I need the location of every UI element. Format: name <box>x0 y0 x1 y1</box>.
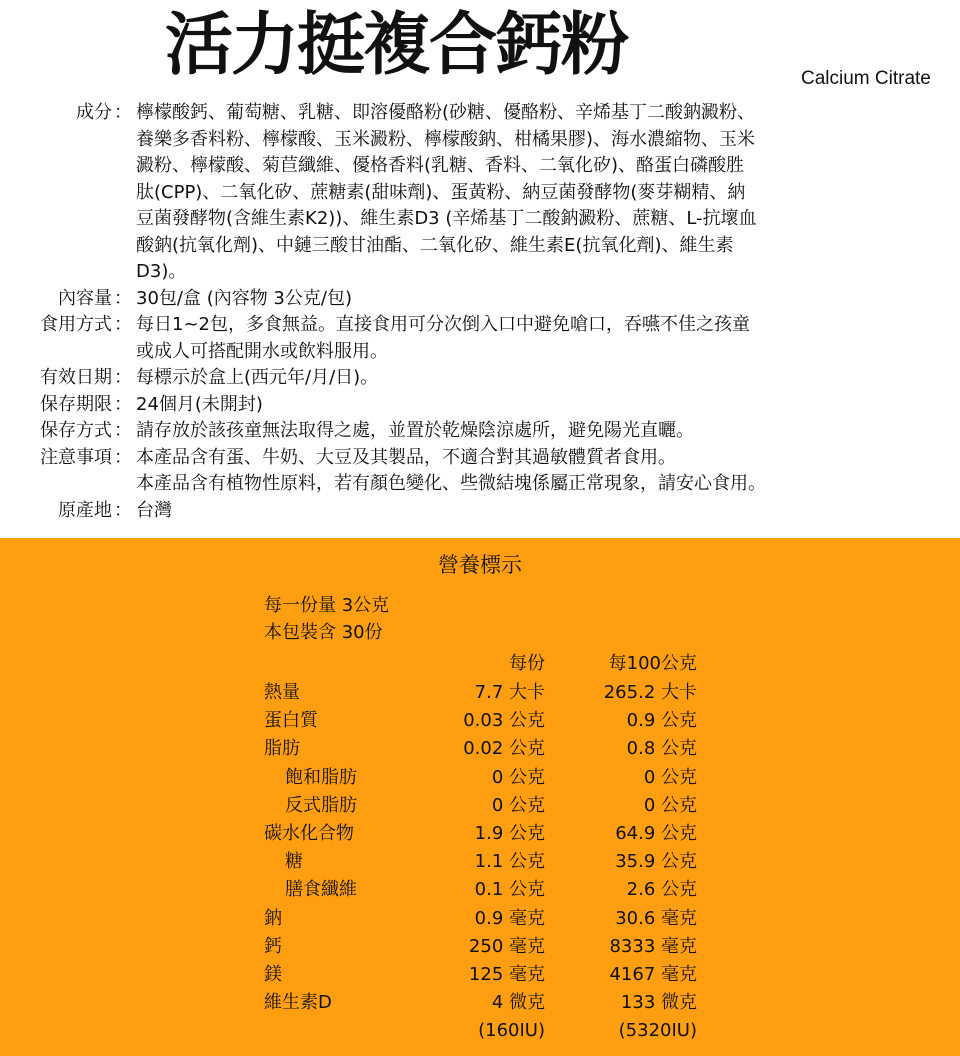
serving-size: 每一份量 3公克 <box>264 595 390 616</box>
nutrient-name: 蛋白質 <box>264 710 318 732</box>
per-100g-value: 0 公克 <box>643 794 697 816</box>
per-serving-value: 7.7 大卡 <box>474 682 545 703</box>
nutrition-title: 營養標示 <box>438 553 522 577</box>
info-colon: ： <box>114 367 132 388</box>
per-100g-value: 0.8 公克 <box>626 738 697 760</box>
info-value <box>136 286 866 313</box>
info-colon: ： <box>114 393 132 415</box>
info-colon: ： <box>114 420 132 441</box>
info-row <box>0 498 960 525</box>
per-serving-value: 0.9 毫克 <box>474 907 545 929</box>
product-subtitle: Calcium Citrate <box>801 68 931 89</box>
info-value-line: 本產品含有植物性原料，若有顏色變化、些微結塊係屬正常現象，請安心食用。 <box>136 473 766 494</box>
info-value <box>136 100 866 286</box>
nutrition-row <box>0 764 960 792</box>
nutrition-panel <box>0 538 960 1056</box>
per-serving-value: 0 公克 <box>491 794 545 816</box>
info-value-line: 或成人可搭配開水或飲料服用。 <box>136 340 388 362</box>
per-serving-value: 0.03 公克 <box>463 710 545 732</box>
info-colon: ： <box>114 499 132 521</box>
nutrient-name: 鈣 <box>264 935 282 957</box>
nutrient-name: 熱量 <box>264 682 300 703</box>
column-header-per-100g: 每100公克 <box>608 653 697 674</box>
info-colon: ： <box>114 446 132 468</box>
info-value <box>136 445 866 498</box>
nutrition-row <box>0 679 960 707</box>
info-colon: ： <box>114 314 132 335</box>
nutrition-row <box>0 876 960 904</box>
per-100g-value: 265.2 大卡 <box>603 682 697 703</box>
info-label: 保存期限 <box>40 393 112 415</box>
nutrition-row <box>0 820 960 848</box>
info-label: 注意事項 <box>40 446 112 468</box>
nutrition-rows <box>0 679 960 1045</box>
product-title: 活力挺複合鈣粉 <box>165 5 628 85</box>
info-value <box>136 392 866 419</box>
info-label: 內容量 <box>58 287 112 309</box>
servings-per-package: 本包裝含 30份 <box>264 622 383 643</box>
info-value-line: 肽(CPP)、二氧化矽、蔗糖素(甜味劑)、蛋黃粉、納豆菌發酵物(麥芽糊精、納 <box>136 181 746 203</box>
nutrition-row <box>0 735 960 763</box>
info-label: 食用方式 <box>40 314 112 335</box>
per-serving-value: 125 毫克 <box>468 963 545 985</box>
per-serving-value: 0.1 公克 <box>474 879 545 901</box>
per-100g-value: 0 公克 <box>643 766 697 788</box>
nutrition-row <box>0 1017 960 1045</box>
nutrition-row <box>0 933 960 961</box>
per-100g-value: 8333 毫克 <box>609 935 697 957</box>
nutrition-row <box>0 961 960 989</box>
info-colon: ： <box>114 102 132 123</box>
info-value-line: 24個月(未開封) <box>136 393 263 415</box>
product-info-section <box>0 100 960 524</box>
nutrient-name: 碳水化合物 <box>264 822 354 844</box>
info-value-line: 本產品含有蛋、牛奶、大豆及其製品，不適合對其過敏體質者食用。 <box>136 446 676 468</box>
per-100g-value: 64.9 公克 <box>615 822 697 844</box>
info-value-line: 澱粉、檸檬酸、菊苣纖維、優格香料(乳糖、香料、二氧化矽)、酪蛋白磷酸胜 <box>136 155 745 176</box>
info-row <box>0 365 960 392</box>
per-100g-value: 35.9 公克 <box>615 851 697 873</box>
info-row <box>0 445 960 498</box>
info-value-line: 檸檬酸鈣、葡萄糖、乳糖、即溶優酪粉(砂糖、優酪粉、辛烯基丁二酸鈉澱粉、 <box>136 102 756 123</box>
per-serving-value: (160IU) <box>478 1020 545 1042</box>
nutrition-row <box>0 707 960 735</box>
info-row <box>0 418 960 445</box>
nutrition-row <box>0 989 960 1017</box>
per-serving-value: 1.1 公克 <box>474 851 545 873</box>
info-value <box>136 418 866 445</box>
info-value-line: 30包/盒 (內容物 3公克/包) <box>136 287 352 309</box>
info-value-line: 養樂多香料粉、檸檬酸、玉米澱粉、檸檬酸鈉、柑橘果膠)、海水濃縮物、玉米 <box>136 128 756 150</box>
info-row <box>0 286 960 313</box>
nutrient-name: 脂肪 <box>264 738 300 760</box>
nutrient-name: 飽和脂肪 <box>285 766 357 788</box>
nutrient-name: 糖 <box>285 851 303 873</box>
nutrient-name: 膳食纖維 <box>285 879 357 901</box>
per-100g-value: (5320IU) <box>618 1020 697 1042</box>
per-serving-value: 250 毫克 <box>468 935 545 957</box>
info-value <box>136 498 866 525</box>
nutrition-row <box>0 848 960 876</box>
per-100g-value: 133 微克 <box>620 992 697 1014</box>
info-value-line: 豆菌發酵物(含維生素K2))、維生素D3 (辛烯基丁二酸鈉澱粉、蔗糖、L-抗壞血 <box>136 208 757 229</box>
info-label: 保存方式 <box>40 420 112 441</box>
per-serving-value: 1.9 公克 <box>474 822 545 844</box>
info-colon: ： <box>114 287 132 309</box>
info-value-line: 每標示於盒上(西元年/月/日)。 <box>136 367 379 388</box>
nutrition-row <box>0 792 960 820</box>
info-label: 有效日期 <box>40 367 112 388</box>
column-header-per-serving: 每份 <box>509 653 545 674</box>
info-value <box>136 365 866 392</box>
info-row <box>0 392 960 419</box>
nutrient-name: 反式脂肪 <box>285 794 357 816</box>
per-100g-value: 4167 毫克 <box>609 963 697 985</box>
per-100g-value: 2.6 公克 <box>626 879 697 901</box>
info-label: 原產地 <box>58 499 112 521</box>
info-value <box>136 312 866 365</box>
nutrition-row <box>0 905 960 933</box>
serving-info <box>264 592 389 646</box>
info-label: 成分 <box>76 102 112 123</box>
per-100g-value: 0.9 公克 <box>626 710 697 732</box>
nutrient-name: 鎂 <box>264 963 282 985</box>
info-value-line: 每日1~2包，多食無益。直接食用可分次倒入口中避免嗆口，吞嚥不佳之孩童 <box>136 314 750 335</box>
per-serving-value: 0 公克 <box>491 766 545 788</box>
info-value-line: D3)。 <box>136 261 187 282</box>
per-serving-value: 4 微克 <box>491 992 545 1014</box>
per-serving-value: 0.02 公克 <box>463 738 545 760</box>
info-value-line: 請存放於該孩童無法取得之處，並置於乾燥陰涼處所，避免陽光直曬。 <box>136 420 694 441</box>
nutrient-name: 維生素D <box>264 992 332 1014</box>
info-row <box>0 312 960 365</box>
nutrient-name: 鈉 <box>264 907 282 929</box>
info-row <box>0 100 960 286</box>
info-value-line: 台灣 <box>136 499 172 521</box>
info-value-line: 酸鈉(抗氧化劑)、中鏈三酸甘油酯、二氧化矽、維生素E(抗氧化劑)、維生素 <box>136 234 734 256</box>
per-100g-value: 30.6 毫克 <box>615 907 697 929</box>
